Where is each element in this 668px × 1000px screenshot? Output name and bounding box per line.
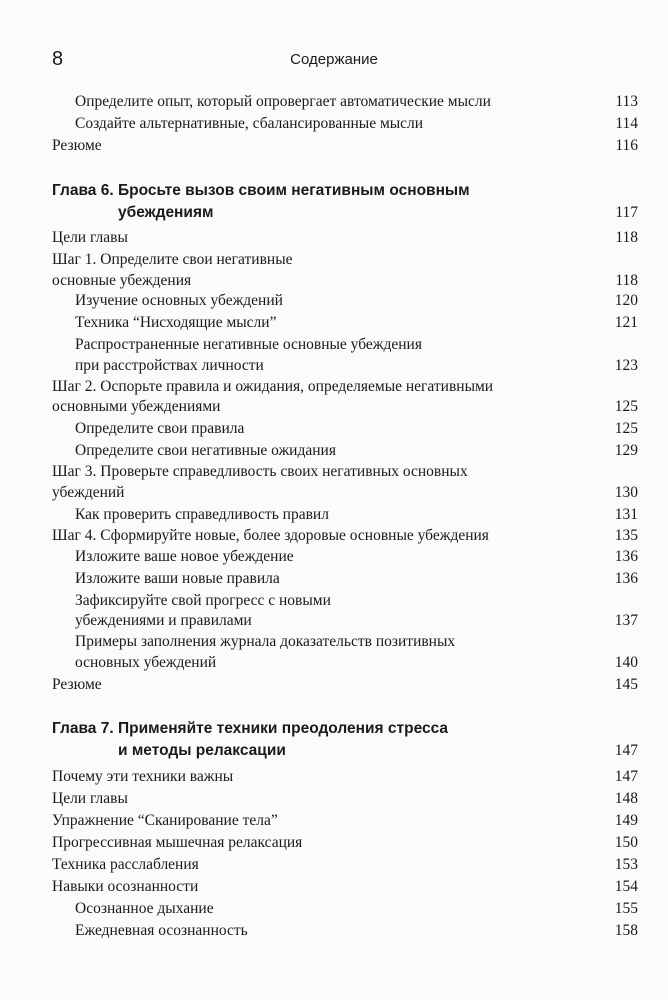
toc-entry-title: Техника “Нисходящие мысли” xyxy=(75,314,277,331)
toc-entry xyxy=(0,920,668,942)
toc-entry-title: Шаг 2. Оспорьте правила и ожидания, определяемые негативными xyxy=(52,378,494,395)
toc-entry xyxy=(0,482,668,504)
toc-entry xyxy=(0,91,668,113)
chapter-heading xyxy=(0,718,668,740)
toc-entry xyxy=(0,504,668,526)
toc-entry-title: Осознанное дыхание xyxy=(75,900,214,917)
toc-entry-page: 135 xyxy=(614,527,638,544)
toc-entry-title: Изложите ваше новое убеждение xyxy=(75,548,294,565)
toc-entry-title: Шаг 1. Определите свои негативные xyxy=(52,251,293,268)
toc-entry xyxy=(0,334,668,356)
toc-entry xyxy=(0,854,668,876)
toc-entry-title: Почему эти техники важны xyxy=(52,768,234,785)
chapter-title: Глава 6. Бросьте вызов своим негативным основным xyxy=(52,182,470,199)
toc-entry xyxy=(0,546,668,568)
toc-entry-title: Изложите ваши новые правила xyxy=(75,570,280,587)
toc-entry-page: 147 xyxy=(614,742,638,759)
toc-entry xyxy=(0,525,668,547)
toc-entry-page: 147 xyxy=(614,768,638,785)
toc-entry-title: Определите опыт, который опровергает автоматические мысли xyxy=(75,93,491,110)
toc-entry-title: Прогрессивная мышечная релаксация xyxy=(52,834,303,851)
toc-entry xyxy=(0,832,668,854)
toc-entry-page: 154 xyxy=(614,878,638,895)
toc-entry-page: 140 xyxy=(614,654,638,671)
toc-entry-title: Создайте альтернативные, сбалансированные мысли xyxy=(75,115,424,132)
toc-entry-title: Резюме xyxy=(52,676,102,693)
toc-entry-title: Ежедневная осознанность xyxy=(75,922,248,939)
toc-entry xyxy=(0,249,668,271)
toc-entry xyxy=(0,610,668,632)
toc-entry-page: 136 xyxy=(614,548,638,565)
toc-entry-page: 121 xyxy=(614,314,638,331)
chapter-heading xyxy=(0,740,668,762)
toc-entry xyxy=(0,766,668,788)
toc-entry-title: Цели главы xyxy=(52,790,128,807)
toc-entry xyxy=(0,396,668,418)
toc-entry xyxy=(0,898,668,920)
toc-entry-title: Распространенные негативные основные убеждения xyxy=(75,336,422,353)
toc-entry xyxy=(0,461,668,483)
toc-entry-page: 114 xyxy=(615,115,638,132)
toc-entry-page: 118 xyxy=(615,229,638,246)
toc-entry-title: Определите свои негативные ожидания xyxy=(75,442,336,459)
toc-entry-page: 148 xyxy=(614,790,638,807)
toc-entry-page: 131 xyxy=(614,506,638,523)
toc-entry-title: основные убеждения xyxy=(52,272,192,289)
toc-entry-page: 155 xyxy=(614,900,638,917)
toc-entry xyxy=(0,652,668,674)
toc-entry-page: 123 xyxy=(614,357,638,374)
toc-entry-title: Упражнение “Сканирование тела” xyxy=(52,812,278,829)
toc-entry xyxy=(0,113,668,135)
toc-entry-title: Шаг 3. Проверьте справедливость своих негативных основных xyxy=(52,463,468,480)
chapter-heading xyxy=(0,202,668,224)
toc-entry xyxy=(0,674,668,696)
chapter-title: Глава 7. Применяйте техники преодоления стресса xyxy=(52,720,449,737)
toc-entry-page: 137 xyxy=(614,612,638,629)
toc-entry-title: Как проверить справедливость правил xyxy=(75,506,329,523)
chapter-heading xyxy=(0,180,668,202)
toc-entry-page: 145 xyxy=(614,676,638,693)
toc-entry-page: 129 xyxy=(614,442,638,459)
toc-entry-title: Цели главы xyxy=(52,229,128,246)
toc-entry xyxy=(0,270,668,292)
toc-entry xyxy=(0,631,668,653)
toc-entry-title: Зафиксируйте свой прогресс с новыми xyxy=(75,592,331,609)
chapter-title: и методы релаксации xyxy=(118,742,286,759)
toc-entry-page: 117 xyxy=(615,204,638,221)
page-number: 8 xyxy=(52,48,64,70)
toc-entry xyxy=(0,312,668,334)
toc-entry xyxy=(0,440,668,462)
toc-entry-page: 150 xyxy=(614,834,638,851)
toc-entry xyxy=(0,418,668,440)
toc-entry xyxy=(0,290,668,312)
toc-entry xyxy=(0,376,668,398)
toc-entry xyxy=(0,876,668,898)
toc-entry xyxy=(0,590,668,612)
toc-entry-page: 118 xyxy=(615,272,638,289)
toc-entry-title: основных убеждений xyxy=(75,654,217,671)
toc-entry xyxy=(0,227,668,249)
toc-entry xyxy=(0,788,668,810)
toc-entry-page: 113 xyxy=(615,93,638,110)
toc-entry xyxy=(0,810,668,832)
toc-entry-title: при расстройствах личности xyxy=(75,357,264,374)
toc-entry-page: 125 xyxy=(614,398,638,415)
toc-entry-title: Резюме xyxy=(52,137,102,154)
toc-entry-title: Изучение основных убеждений xyxy=(75,292,283,309)
toc-entry-page: 153 xyxy=(614,856,638,873)
toc-entry-title: основными убеждениями xyxy=(52,398,221,415)
toc-entry xyxy=(0,355,668,377)
toc-entry-title: Техника расслабления xyxy=(52,856,199,873)
running-head: Содержание xyxy=(290,51,378,68)
toc-entry-page: 149 xyxy=(614,812,638,829)
toc-entry-title: Примеры заполнения журнала доказательств позитивных xyxy=(75,633,456,650)
toc-entry-title: убеждений xyxy=(52,484,125,501)
toc-entry-page: 130 xyxy=(614,484,638,501)
toc-entry xyxy=(0,135,668,157)
toc-entry-page: 116 xyxy=(615,137,638,154)
toc-entry-page: 125 xyxy=(614,420,638,437)
toc-entry-page: 158 xyxy=(614,922,638,939)
toc-entry xyxy=(0,568,668,590)
toc-entry-page: 136 xyxy=(614,570,638,587)
toc-entry-title: Навыки осознанности xyxy=(52,878,199,895)
toc-entry-title: убеждениями и правилами xyxy=(75,612,252,629)
toc-entry-title: Определите свои правила xyxy=(75,420,245,437)
toc-entry-page: 120 xyxy=(614,292,638,309)
toc-entry-title: Шаг 4. Сформируйте новые, более здоровые основные убеждения xyxy=(52,527,489,544)
chapter-title: убеждениям xyxy=(118,204,214,221)
